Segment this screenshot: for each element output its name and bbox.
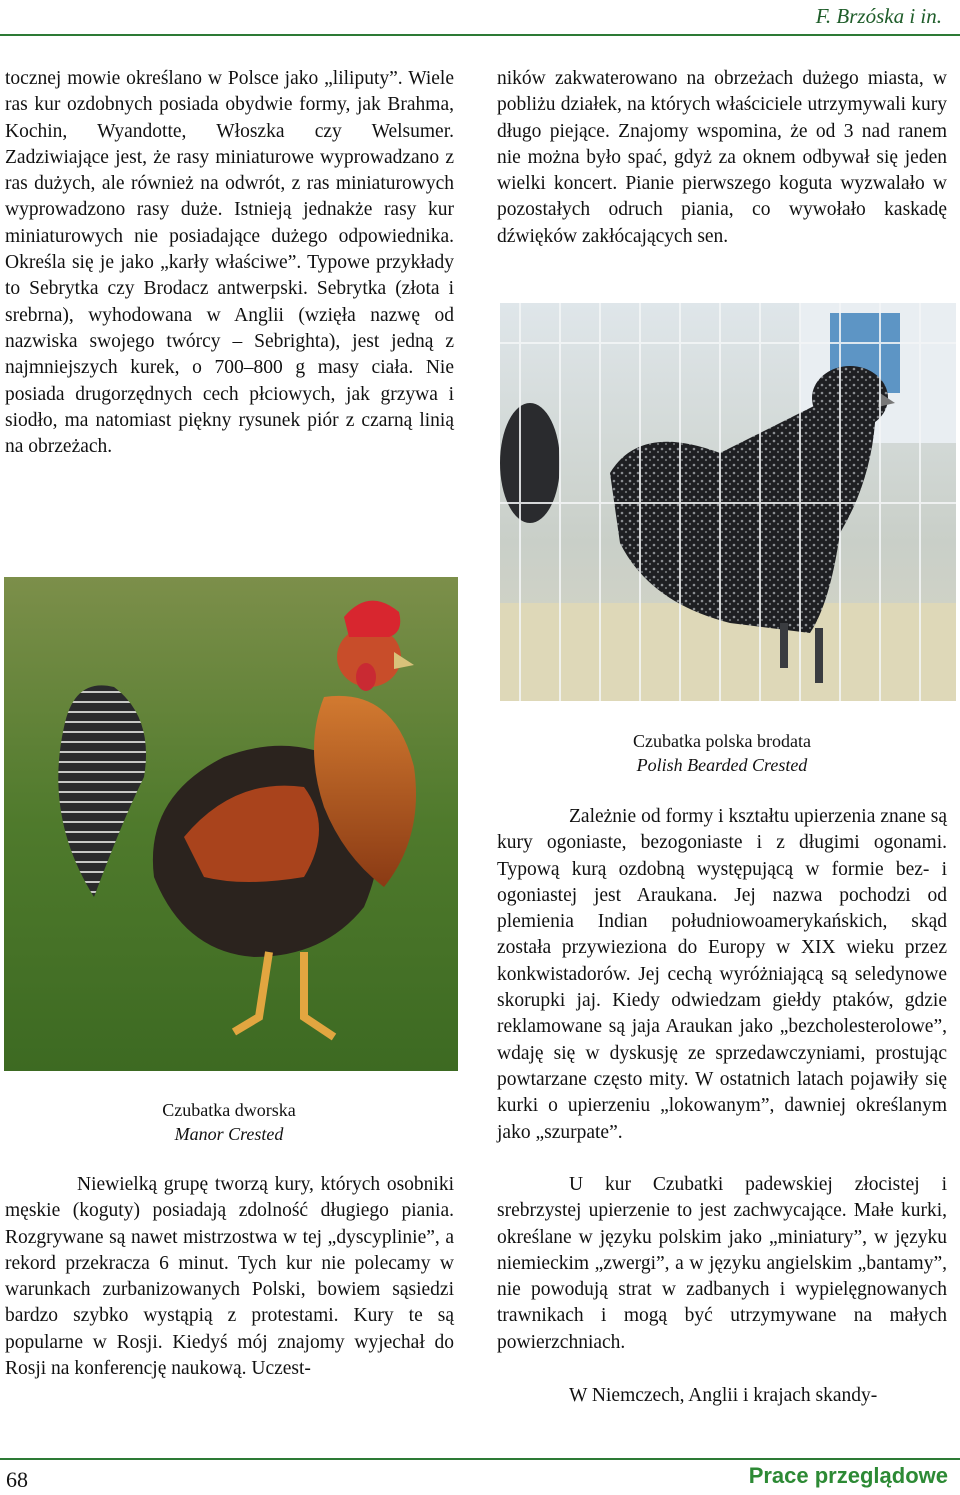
photo-manor-crested [4,577,458,1071]
header-rule [0,34,960,36]
right-column-paragraph-2 [497,804,947,1146]
caption-manor-crested-pl: Czubatka dworska [162,1100,296,1120]
right-column-paragraph-3 [497,1172,947,1356]
section-label: Prace przeglądowe [748,1463,948,1488]
left-column-bottom-text: Niewielką grupę tworzą kury, których osobniki męskie (koguty) posiadają zdolność długiego piania. Rozgrywane są nawet mistrzostwa w tej „dyscyplinie”, a rekord przekracza 6 minut. Tych kur nie polecamy w warunkach zurbanizowanych Polski, bowiem sąsiedzi bardzo szybko wystąpią z protestami. Kury te są popularne w Rosji. Kiedyś mój znajomy wyjechał do Rosji na konferencję naukową. Uczest- [5,1174,454,1380]
right-column-paragraph-4 [497,1383,947,1409]
left-column-bottom-paragraph [5,1172,454,1382]
right-column-top-paragraph: ników zakwaterowano na obrzeżach dużego miasta, w pobliżu działek, na których właściciele utrzymywali kury długo piejące. Znajomy wspomina, że od 3 nad ranem nie można było spać, gdyż za oknem odbywał się jeden wielki koncert. Pianie pierwszego koguta wyzwalało w pozostałych odruch piania, co wywołało kaskadę dźwięków zakłócających sen. [497,68,947,247]
caption-polish-bearded-pl: Czubatka polska brodata [633,731,811,751]
caption-manor-crested-en: Manor Crested [174,1124,284,1144]
right-column-paragraph-4-text: W Niemczech, Anglii i krajach skandy- [569,1385,878,1406]
photo-polish-bearded-crested [500,303,956,701]
caption-manor-crested [4,1098,454,1146]
right-column-paragraph-2-text: Zależnie od formy i kształtu upierzenia znane są kury ogoniaste, bezogoniaste i z długimi ogonami. Typową kurą ozdobną występującą w formie bez- i ogoniastej jest Araukana. Jej nazwa pochodzi od plemienia Indian południowoamerykańskich, skąd została przywieziona do Europy w XIX wieku przez konkwistadorów. Jej cechą wyróżniającą są seledynowe skorupki jaj. Kiedy odwiedzam giełdy ptaków, gdzie reklamowane są jaja Araukan jako „bezcholesterolowe”, wdaję się w dyskusję ze sprzedawczyniami, prostując powtarzane często mity. W ostatnich latach pojawiły się kurki o upierzeniu „lokowanym”, dawniej określanym jako „szurpate”. [497,806,947,1143]
right-column-paragraph-3-text: U kur Czubatki padewskiej złocistej i srebrzystej upierzenie to jest zachwycające. Małe kurki, określane w języku polskim jako „miniatury”, w języku niemieckim „zwergi”, a w języku angielskim „bantamy”, nie powodują strat w zadbanych i wypielęgnowanych trawnikach i mogą być utrzymywane na małych powierzchniach. [497,1174,947,1353]
running-header-author: F. Brzóska i in. [815,4,942,28]
page-number: 68 [6,1467,28,1492]
caption-polish-bearded [497,729,947,777]
caption-polish-bearded-en: Polish Bearded Crested [636,755,808,775]
left-column-top-paragraph: tocznej mowie określano w Polsce jako „liliputy”. Wiele ras kur ozdobnych posiada obydwie formy, jak Brahma, Kochin, Wyandotte, Włoszka czy Welsumer. Zadziwiające jest, że rasy miniaturowe wyprowadzano z ras dużych, ale również na odwrót, z ras miniaturowych wyprowadzono rasy duże. Istnieją jednakże rasy kur miniaturowych nie posiadające dużego odpowiednika. Określa się je jako „karły właściwe”. Typowe przykłady to Sebrytka czy Brodacz antwerpski. Sebrytka (złota i srebrna), wyhodowana w Anglii (wzięła nazwę od nazwiska swojego twórcy – Sebrighta), jest jedną z najmniejszych kurek, o 700–800 g masy ciała. Nie posiada drugorzędnych cech płciowych, jak grzywa i siodło, ma natomiast piękny rysunek piór z czarną linią na obrzeżach. [5,68,454,458]
footer-rule [0,1458,960,1460]
